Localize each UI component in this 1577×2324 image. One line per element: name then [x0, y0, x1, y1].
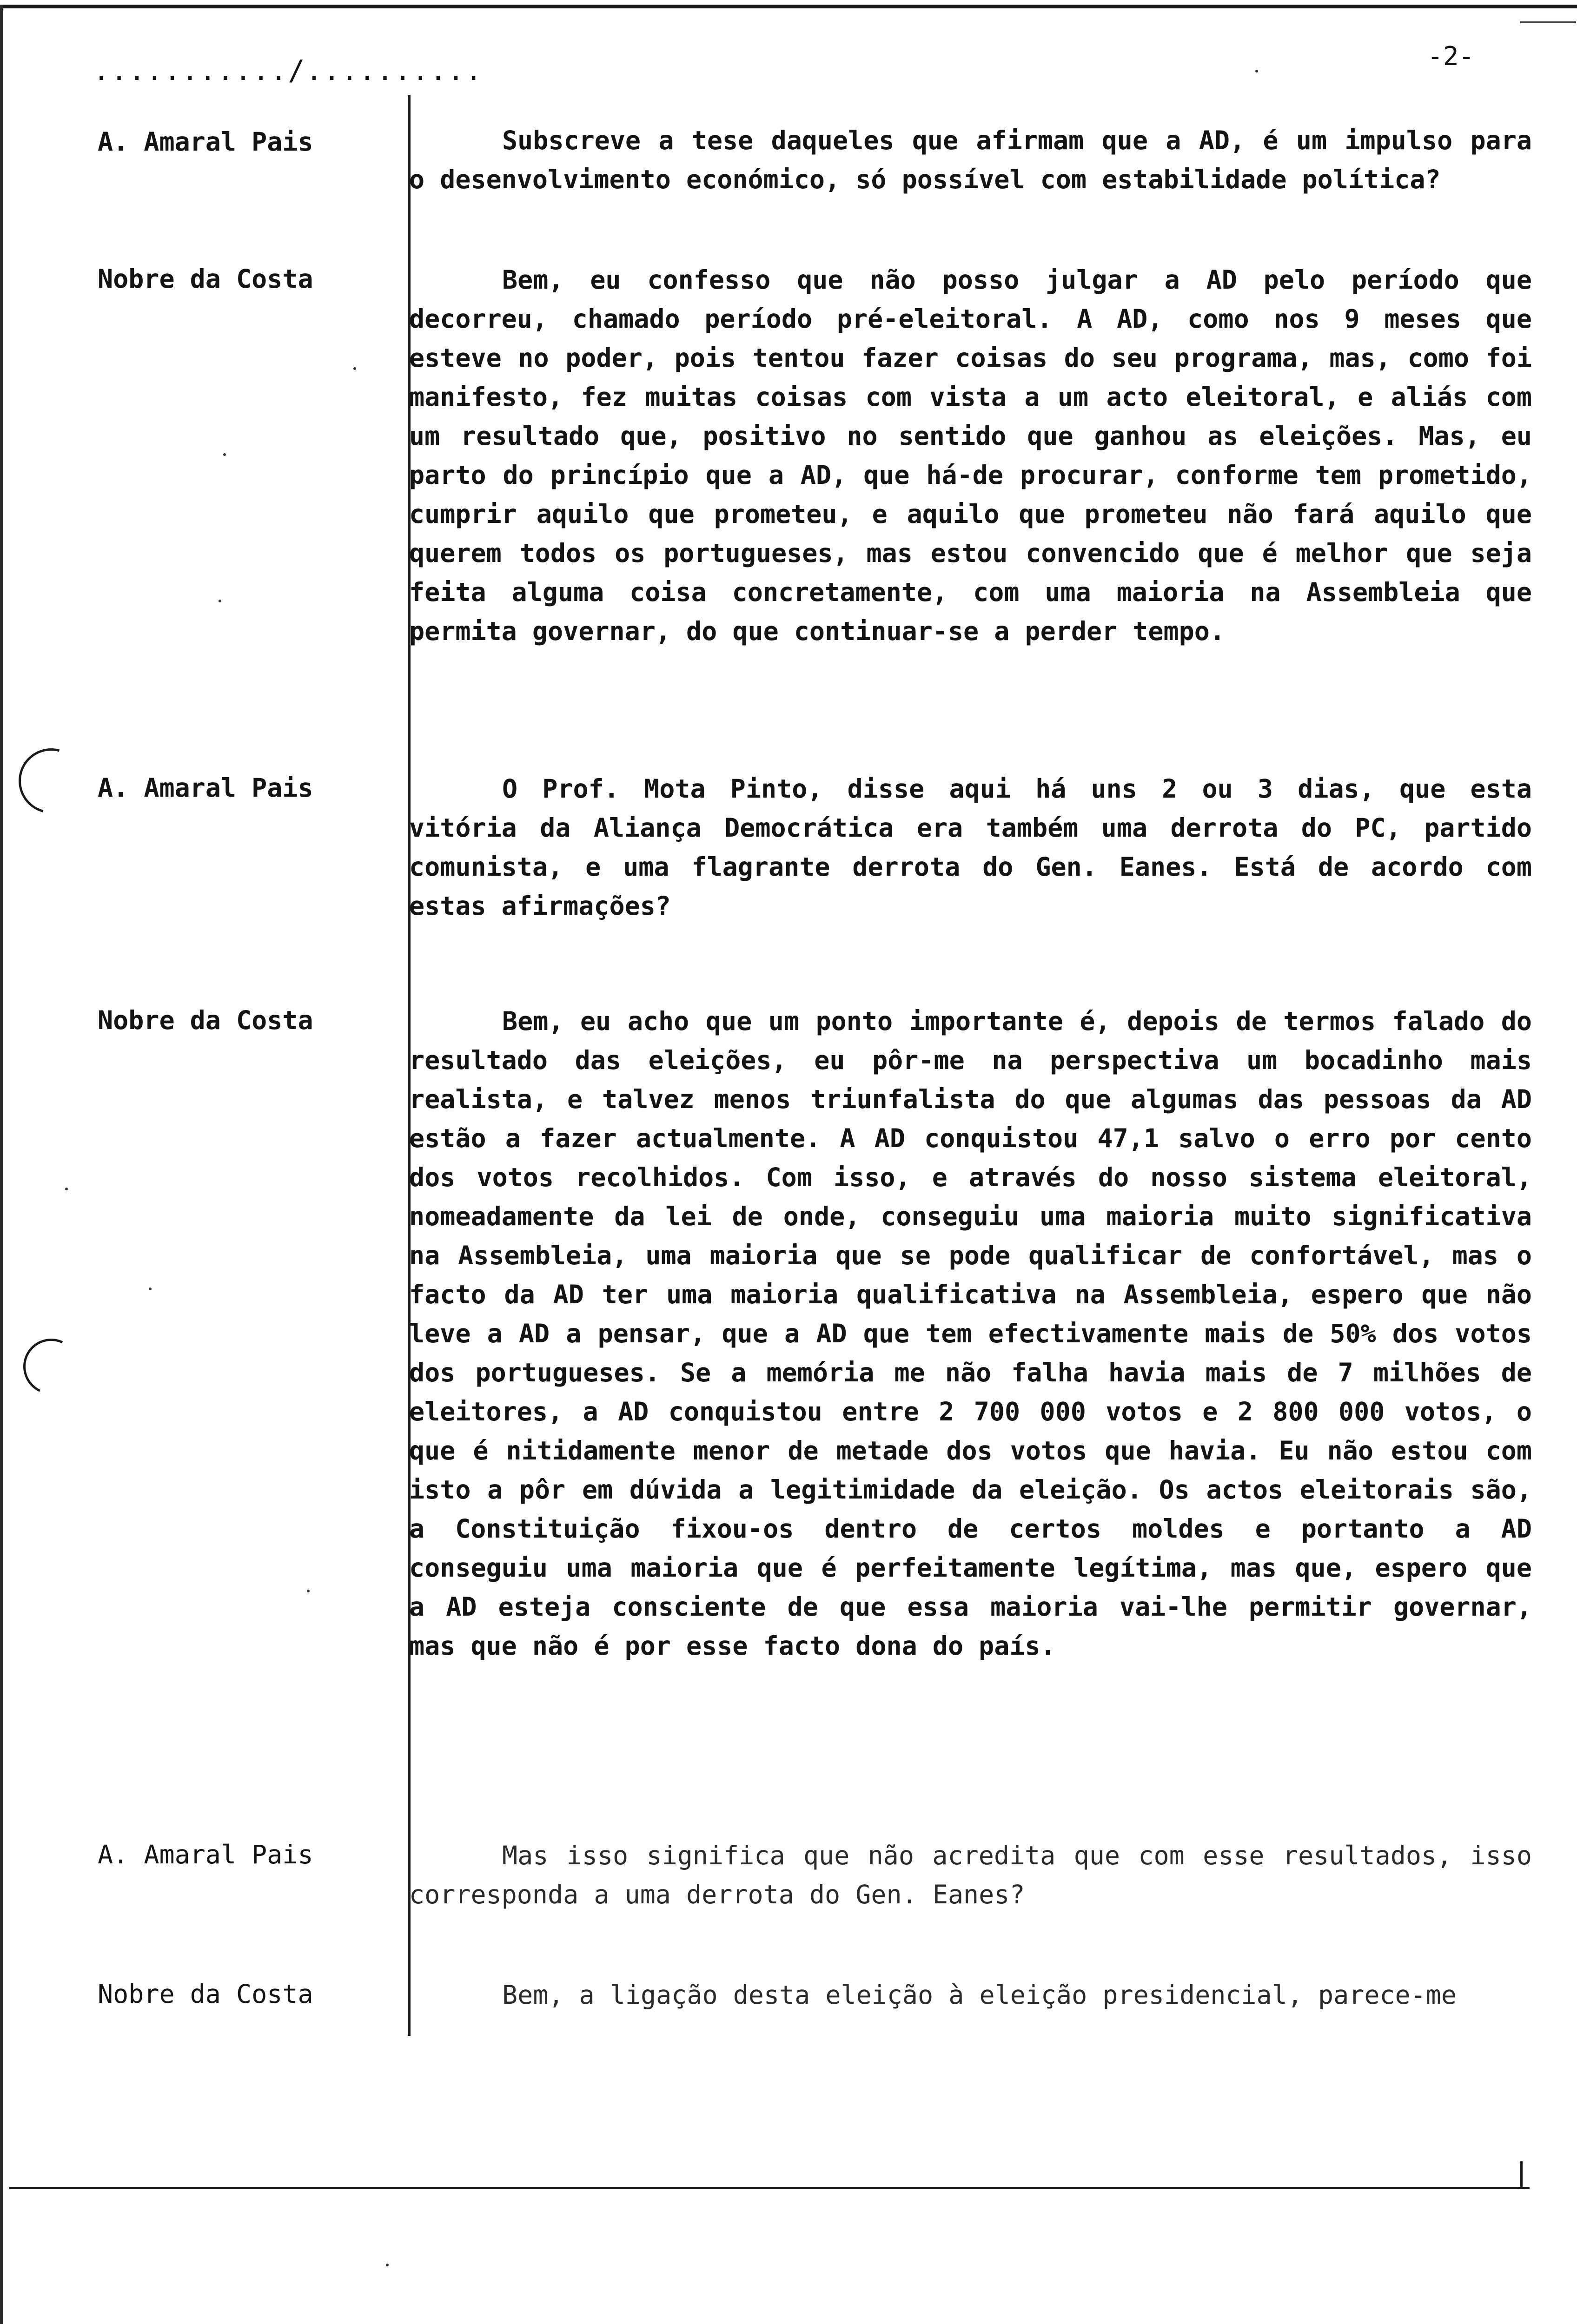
speaker-label: Nobre da Costa: [98, 1979, 313, 2009]
scan-speck: [307, 1590, 310, 1592]
scan-speck: [219, 600, 221, 602]
speech-text: O Prof. Mota Pinto, disse aqui há uns 2 ou 3 dias, que esta vitória da Aliança Democrática era também uma derrota do PC, partido comunista, e uma flagrante derrota do Gen. Eanes. Está de acordo com estas afirmações?: [409, 774, 1532, 921]
top-right-corner-line: [1520, 21, 1576, 23]
page-number: -2-: [1427, 41, 1475, 72]
footer-rule-corner: [1520, 2161, 1523, 2189]
footer-rule: [9, 2187, 1530, 2189]
header-reference-line: .........../..........: [93, 54, 483, 87]
speech-text: Bem, a ligação desta eleição à eleição presidencial, parece-me: [502, 1980, 1457, 2010]
speech-paragraph: [409, 121, 1532, 199]
scan-speck: [386, 2264, 389, 2266]
speech-paragraph: [409, 1002, 1532, 1665]
speaker-label: A. Amaral Pais: [98, 127, 313, 157]
scan-speck: [149, 1287, 152, 1290]
speaker-label: A. Amaral Pais: [98, 773, 313, 803]
margin-hole-mark: [7, 736, 95, 825]
speech-paragraph: [409, 1975, 1532, 2014]
speech-paragraph: [409, 1836, 1532, 1914]
scan-speck: [353, 367, 356, 370]
scan-speck: [223, 453, 226, 456]
speech-text: Bem, eu confesso que não posso julgar a AD pelo período que decorreu, chamado período pré-eleitoral. A AD, como nos 9 meses que esteve no poder, pois tentou fazer coisas do seu programa, mas, como foi manifesto, fez muitas coisas com vista a um acto eleitoral, e aliás com um resultado que, positivo no sentido que ganhou as eleições. Mas, eu parto do princípio que a AD, que há-de procurar, conforme tem prometido, cumprir aquilo que prometeu, e aquilo que prometeu não fará aquilo que querem todos os portugueses, mas estou convencido que é melhor que seja feita alguma coisa concretamente, com uma maioria na Assembleia que permita governar, do que continuar-se a perder tempo.: [409, 265, 1532, 646]
margin-hole-mark: [15, 1331, 87, 1402]
left-page-edge: [0, 5, 3, 2324]
scan-speck: [1255, 70, 1258, 73]
scan-speck: [65, 1188, 68, 1190]
speaker-label: Nobre da Costa: [98, 264, 313, 294]
speech-text: Subscreve a tese daqueles que afirmam que a AD, é um impulso para o desenvolvimento económico, só possível com estabilidade política?: [409, 125, 1532, 194]
speaker-label: A. Amaral Pais: [98, 1840, 313, 1869]
speech-paragraph: [409, 260, 1532, 651]
top-border-line: [0, 5, 1577, 8]
speech-text: Mas isso significa que não acredita que com esse resultados, isso corresponda a uma derrota do Gen. Eanes?: [409, 1841, 1532, 1909]
speaker-label: Nobre da Costa: [98, 1005, 313, 1035]
speech-paragraph: [409, 769, 1532, 925]
speech-text: Bem, eu acho que um ponto importante é, depois de termos falado do resultado das eleições, eu pôr-me na perspectiva um bocadinho mais realista, e talvez menos triunfalista do que algumas das pessoas da AD estão a fazer actualmente. A AD conquistou 47,1 salvo o erro por cento dos votos recolhidos. Com isso, e através do nosso sistema eleitoral, nomeadamente da lei de onde, conseguiu uma maioria muito significativa na Assembleia, uma maioria que se pode qualificar de confortável, mas o facto da AD ter uma maioria qualificativa na Assembleia, espero que não leve a AD a pensar, que a AD que tem efectivamente mais de 50% dos votos dos portugueses. Se a memória me não falha havia mais de 7 milhões de eleitores, a AD conquistou entre 2 700 000 votos e 2 800 000 votos, o que é nitidamente menor de metade dos votos que havia. Eu não estou com isto a pôr em dúvida a legitimidade da eleição. Os actos eleitorais são, a Constituição fixou-os dentro de certos moldes e portanto a AD conseguiu uma maioria que é perfeitamente legítima, mas que, espero que a AD esteja consciente de que essa maioria vai-lhe permitir governar, mas que não é por esse facto dona do país.: [409, 1006, 1532, 1661]
